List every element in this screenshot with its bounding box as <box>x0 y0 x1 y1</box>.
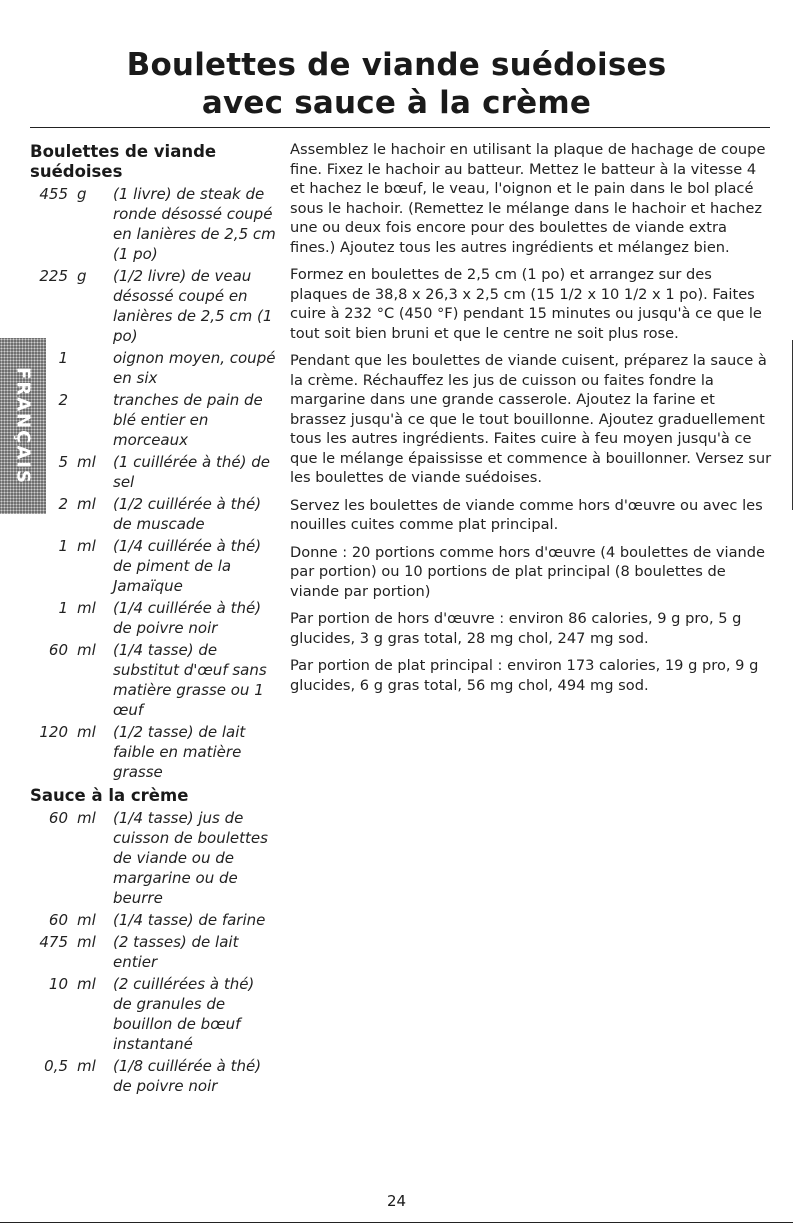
ingredients-column <box>30 142 276 1096</box>
ingredient-description: (2 cuillérées à thé) de granules de bouillon de bœuf instantané <box>113 975 255 1053</box>
sauce-ingredient-list <box>30 808 276 1096</box>
instruction-paragraph: Servez les boulettes de viande comme hors d'œuvre ou avec les nouilles cuites comme plat principal. <box>290 496 763 533</box>
ingredient-item <box>30 390 276 450</box>
ingredient-quantity: 2 <box>58 495 68 513</box>
instruction-paragraph: Assemblez le hachoir en utilisant la plaque de hachage de coupe fine. Fixez le hachoir au batteur. Mettez le batteur à la vitesse 4 et hachez le bœuf, le veau, l'oignon et le pain dans le bol placé sous le hachoir. (Remettez le mélange dans le hachoir et hachez une ou deux fois encore pour des boulettes de viande extra fines.) Ajoutez tous les autres ingrédients et mélangez bien. <box>290 141 766 256</box>
recipe-title-line-1: Boulettes de viande suédoises <box>126 47 667 83</box>
ingredient-item <box>30 494 276 534</box>
language-side-tab-label: FRANÇAIS <box>12 367 34 485</box>
ingredient-unit: ml <box>77 1057 96 1075</box>
ingredient-description: oignon moyen, coupé en six <box>113 349 276 387</box>
ingredient-description: (1/4 tasse) de substitut d'œuf sans matière grasse ou 1 œuf <box>113 641 267 719</box>
ingredient-quantity: 1 <box>58 599 68 617</box>
ingredient-description: (1/4 cuillérée à thé) de piment de la Jamaïque <box>113 537 262 595</box>
instruction-paragraph: Par portion de plat principal : environ 173 calories, 19 g pro, 9 g glucides, 6 g gras total, 56 mg chol, 494 mg sod. <box>290 657 759 694</box>
ingredient-description: (1 cuillérée à thé) de sel <box>113 453 270 491</box>
ingredient-unit: g <box>77 267 87 285</box>
ingredient-item <box>30 536 276 596</box>
ingredient-unit: ml <box>77 453 96 471</box>
ingredient-quantity: 1 <box>58 537 68 555</box>
title-divider <box>30 127 770 128</box>
meatballs-heading: Boulettes de viande suédoises <box>30 142 217 181</box>
ingredient-quantity: 5 <box>58 453 68 471</box>
ingredient-quantity: 0,5 <box>44 1057 68 1075</box>
ingredient-item <box>30 452 276 492</box>
instruction-paragraph: Formez en boulettes de 2,5 cm (1 po) et arrangez sur des plaques de 38,8 x 26,3 x 2,5 cm (15 1/2 x 10 1/2 x 1 po). Faites cuire à 232 °C (450 °F) pendant 15 minutes ou jusqu'à ce que le tout soit bien bruni et que le centre ne soit plus rose. <box>290 266 762 342</box>
ingredient-quantity: 455 <box>39 185 68 203</box>
instruction-paragraphs <box>290 140 772 695</box>
ingredient-item <box>30 932 276 972</box>
ingredient-unit: ml <box>77 933 96 951</box>
page-number: 24 <box>386 1192 407 1210</box>
ingredient-unit: ml <box>77 723 96 741</box>
ingredient-item <box>30 974 276 1054</box>
ingredient-item <box>30 910 276 930</box>
ingredient-description: (2 tasses) de lait entier <box>113 933 239 971</box>
recipe-title-line-2: avec sauce à la crème <box>201 85 592 121</box>
ingredient-unit: ml <box>77 975 96 993</box>
ingredient-item <box>30 266 276 346</box>
ingredient-item <box>30 1056 276 1096</box>
ingredient-unit: ml <box>77 809 96 827</box>
ingredient-quantity: 225 <box>39 267 68 285</box>
ingredient-unit: ml <box>77 537 96 555</box>
ingredient-unit <box>68 390 113 450</box>
ingredient-quantity: 475 <box>39 933 68 951</box>
ingredient-description: (1/2 tasse) de lait faible en matière grasse <box>113 723 246 781</box>
ingredient-item <box>30 640 276 720</box>
ingredient-unit: ml <box>77 495 96 513</box>
ingredient-item <box>30 348 276 388</box>
ingredient-description: (1/2 cuillérée à thé) de muscade <box>113 495 262 533</box>
ingredient-unit: ml <box>77 599 96 617</box>
instruction-paragraph: Donne : 20 portions comme hors d'œuvre (4 boulettes de viande par portion) ou 10 portions de plat principal (8 boulettes de viande par portion) <box>290 543 766 600</box>
instruction-paragraph: Par portion de hors d'œuvre : environ 86 calories, 9 g pro, 5 g glucides, 3 g gras total, 28 mg chol, 247 mg sod. <box>290 610 742 647</box>
ingredient-unit: g <box>77 185 87 203</box>
ingredient-description: tranches de pain de blé entier en morceaux <box>113 391 263 449</box>
ingredient-item <box>30 808 276 908</box>
meatballs-ingredient-list <box>30 184 276 782</box>
footer-divider <box>0 1222 793 1223</box>
ingredient-quantity: 1 <box>58 349 68 367</box>
instruction-paragraph: Pendant que les boulettes de viande cuisent, préparez la sauce à la crème. Réchauffez les jus de cuisson ou faites fondre la margarine dans une grande casserole. Ajoutez la farine et brassez jusqu'à ce que le tout bouillonne. Ajoutez graduellement tous les autres ingrédients. Faites cuire à feu moyen jusqu'à ce que le mélange épaississe et commence à bouillonner. Versez sur les boulettes de viande suédoises. <box>290 352 772 486</box>
ingredient-unit: ml <box>77 641 96 659</box>
ingredient-description: (1/8 cuillérée à thé) de poivre noir <box>113 1057 262 1095</box>
ingredient-quantity: 60 <box>48 911 68 929</box>
ingredient-quantity: 2 <box>58 391 68 409</box>
ingredient-quantity: 120 <box>39 723 68 741</box>
ingredient-item <box>30 722 276 782</box>
ingredient-description: (1/4 tasse) jus de cuisson de boulettes de viande ou de margarine ou de beurre <box>113 809 268 907</box>
ingredient-unit <box>68 348 113 388</box>
ingredient-item <box>30 598 276 638</box>
ingredient-item <box>30 184 276 264</box>
sauce-heading: Sauce à la crème <box>30 786 189 805</box>
ingredient-unit: ml <box>77 911 96 929</box>
ingredient-quantity: 60 <box>48 809 68 827</box>
ingredient-description: (1 livre) de steak de ronde désossé coupé en lanières de 2,5 cm (1 po) <box>113 185 276 263</box>
ingredient-description: (1/2 livre) de veau désossé coupé en lanières de 2,5 cm (1 po) <box>113 267 273 345</box>
ingredient-quantity: 60 <box>48 641 68 659</box>
ingredient-description: (1/4 tasse) de farine <box>113 911 266 929</box>
ingredient-description: (1/4 cuillérée à thé) de poivre noir <box>113 599 262 637</box>
recipe-title <box>0 46 793 122</box>
ingredient-quantity: 10 <box>48 975 68 993</box>
instructions-column <box>290 140 772 703</box>
